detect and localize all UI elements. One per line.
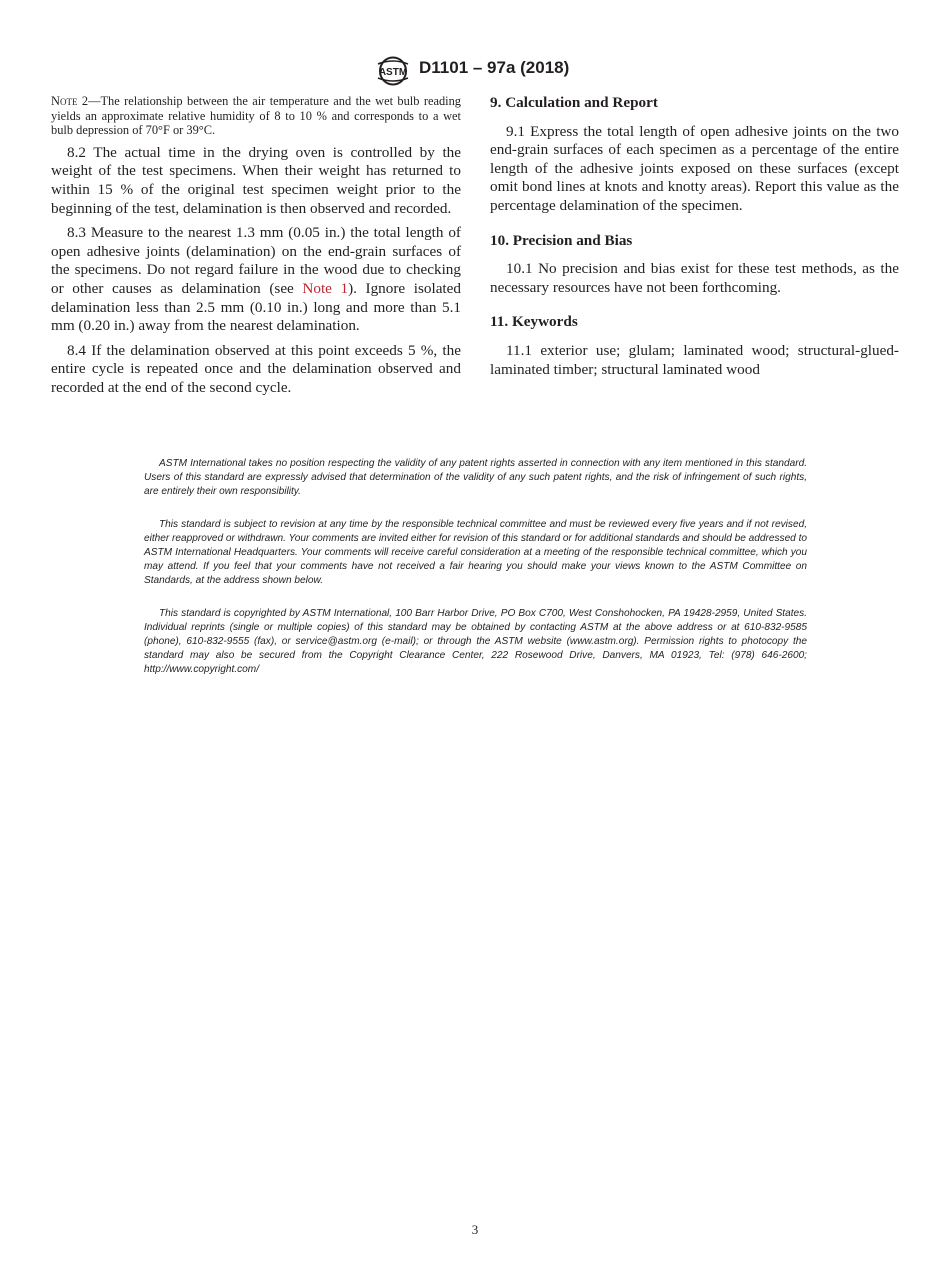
page-number: 3 xyxy=(471,1222,479,1237)
paragraph-8-3-text-b: ). Ignore isolated delamination less than 2.5 mm (0.10 in.) long and more than 5.1 mm (0.20 in.) away from the nearest delamination. xyxy=(51,279,461,335)
section-11-heading: 11. Keywords xyxy=(490,313,578,331)
revision-notice xyxy=(144,518,807,588)
svg-text:ASTM: ASTM xyxy=(378,67,408,78)
section-9-heading: 9. Calculation and Report xyxy=(490,94,658,111)
copyright-notice-text: This standard is copyrighted by ASTM International, 100 Barr Harbor Drive, PO Box C700, West Conshohocken, PA 19428-2959, United States. Individual reprints (single or multiple copies) of this standard may be obtained by contacting ASTM at the above address or at 610-832-9585 (phone), 610-832-9555 (fax), or service@astm.org (e-mail); or through the ASTM website (www.astm.org). Permission rights to photocopy the standard may also be secured from the Copyright Clearance Center, 222 Rosewood Drive, Danvers, MA 01923, Tel: (978) 646-2600; http://www.copyright.com/ xyxy=(144,608,807,675)
paragraph-11-1: 11.1 exterior use; glulam; laminated wood; structural-glued-laminated timber; structural laminated wood xyxy=(490,341,899,378)
paragraph-8-2: 8.2 The actual time in the drying oven is controlled by the weight of the test specimens. When their weight has returned to within 15 % of the original test specimen weight prior to the beginning of the test, delamination is then observed and recorded. xyxy=(51,143,461,217)
right-column xyxy=(490,94,899,385)
patent-notice xyxy=(144,457,807,499)
note-number: 2 xyxy=(77,94,89,108)
paragraph-10-1: 10.1 No precision and bias exist for these test methods, as the necessary resources have not been forthcoming. xyxy=(490,260,899,296)
section-10-heading: 10. Precision and Bias xyxy=(490,231,633,249)
revision-notice-text: This standard is subject to revision at any time by the responsible technical committee and must be reviewed every five years and if not revised, either reapproved or withdrawn. Your comments are invited either for revision of this standard or for additional standards and should be addressed to ASTM International Headquarters. Your comments will receive careful consideration at a meeting of the responsible technical committee, which you may attend. If you feel that your comments have not received a fair hearing you should make your views known to the ASTM Committee on Standards, at the address shown below. xyxy=(144,519,808,586)
document-id: D1101 – 97a (2018) xyxy=(419,58,570,77)
note-label: Note xyxy=(51,94,78,108)
paragraph-8-4: 8.4 If the delamination observed at this point exceeds 5 %, the entire cycle is repeated once and the delamination observed and recorded at the end of the second cycle. xyxy=(51,341,461,396)
copyright-notice xyxy=(144,607,807,677)
left-column xyxy=(51,94,461,404)
paragraph-8-3 xyxy=(51,224,461,336)
note-text: —The relationship between the air temperature and the wet bulb reading yields an approximate relative humidity of 8 to 10 % and corresponds to a wet bulb depression of 70°F or 39°C. xyxy=(51,94,461,138)
patent-notice-text: ASTM International takes no position respecting the validity of any patent rights asserted in connection with any item mentioned in this standard. Users of this standard are expressly advised that determination of the validity of any such patent rights, and the risk of infringement of such rights, are entirely their own responsibility. xyxy=(144,458,807,497)
astm-logo-icon xyxy=(374,56,412,86)
page-header xyxy=(0,56,950,86)
paragraph-8-3-text-a: 8.3 Measure to the nearest 1.3 mm (0.05 in.) the total length of open adhesive joints (delamination) on the end-grain surfaces of the specimens. Do not regard failure in the wood due to checking or other causes as delamination (see xyxy=(51,224,461,297)
note-1-link[interactable]: Note 1 xyxy=(302,279,349,297)
paragraph-9-1: 9.1 Express the total length of open adhesive joints on the two end-grain surfaces of each specimen as a percentage of the entire length of the adhesive joints exposed on these surfaces (except omit bond lines at knots and knotty areas). Report this value as the percentage delamination of the specimen. xyxy=(490,122,899,214)
note-2 xyxy=(51,94,461,138)
